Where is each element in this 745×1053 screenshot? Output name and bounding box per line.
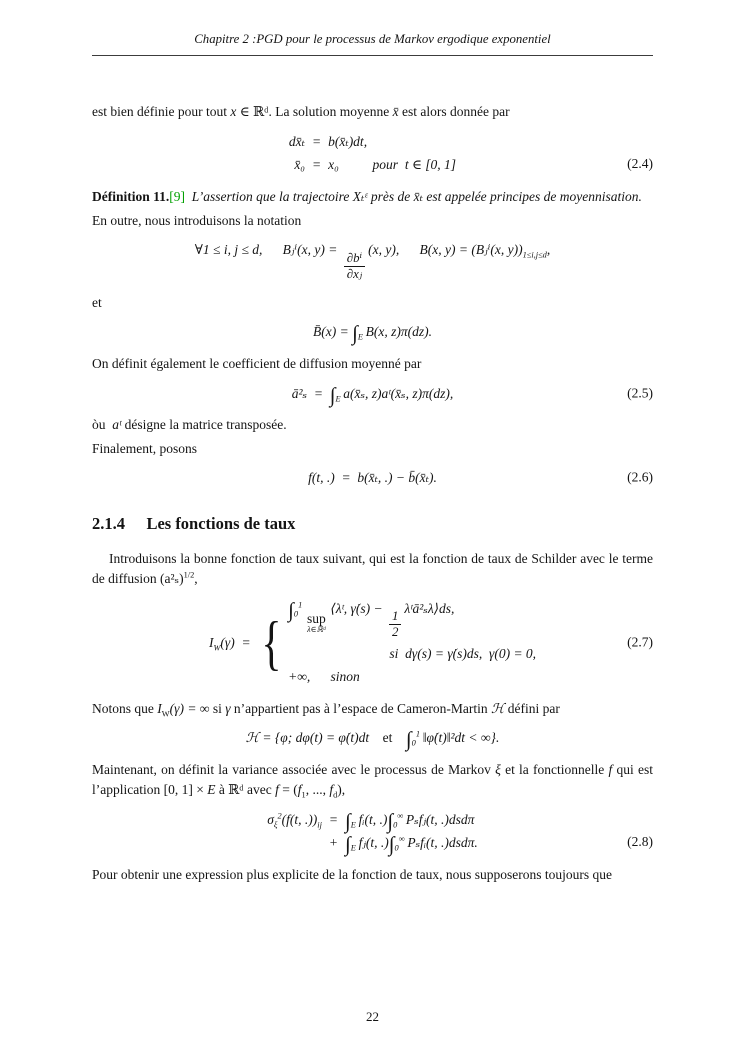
closing-paragraph: Pour obtenir une expression plus explicite de la fonction de taux, nous supposerons toujours que <box>92 866 613 882</box>
variance-paragraph: Maintenant, on définit la variance associée avec le processus de Markov ξ et la fonctionnelle f qui est l’application [0, 1] × E à ℝᵈ avec $f = (f_1$, ..., $f_d$), <box>92 761 653 800</box>
equation-body: ℋ = {φ; dφ(t) = φ̇(t)dt et $\int_0^1$ ‖φ̇(t)‖²dt < ∞}. <box>245 726 500 751</box>
running-header: Chapitre 2 :PGD pour le processus de Markov ergodique exponentiel <box>92 30 653 56</box>
equation-body <box>289 132 456 176</box>
equation-tag: (2.8) <box>627 834 653 850</box>
equation-2-5 <box>92 384 653 405</box>
equation-body: B̄(x) = $\int_E$ B(x, z)π(dz). <box>312 321 432 346</box>
equation-2-4 <box>92 132 653 176</box>
notation-equation <box>92 240 653 282</box>
equation-rhs: x₀ pour t ∈ [0, 1] <box>328 157 457 173</box>
equation-lhs: x̄₀ <box>294 157 305 173</box>
definition-paragraph: Définition 11.[9] L’assertion que la trajectoire Xₜᵋ près de x̄ₜ est appelée principes de moyennisation. <box>92 188 642 204</box>
equation-relation: = <box>328 811 339 827</box>
equation-relation: + <box>328 835 339 851</box>
equation-tag: (2.5) <box>627 385 653 401</box>
case-line: si dγ(s) = γ̇(s)ds, γ(0) = 0, <box>389 645 537 661</box>
equation-body: f(t, .) = b(x̄ₜ, .) − b̄(x̄ₜ). <box>308 470 437 486</box>
equation-body <box>267 810 478 854</box>
cases-brace: { <box>261 610 282 677</box>
case-line: $\int_0^1$ sup λ∈ℝᵈ ⟨λᵗ, γ̇(s) − $\frac{1}{2}$ λᵗā²ₛλ⟩ds, <box>288 597 455 640</box>
equation-rhs: b(x̄ₜ)dt, <box>328 133 368 149</box>
cases-lines <box>288 599 536 688</box>
equation-rhs: $\int_E$ fⱼ(t, $.)\int_0^\infty$ Pₛfᵢ(t, .)dsdπ. <box>345 831 478 856</box>
equation-relation: = <box>312 157 322 173</box>
connector-paragraph: et <box>92 294 102 310</box>
equation-lhs: $\sigma_\xi^2(f(t$, $.))_{ij}$ <box>267 811 322 830</box>
intro-paragraph: est bien définie pour tout x ∈ ℝᵈ. La solution moyenne x̄ est alors donnée par <box>92 104 510 120</box>
cameron-martin-paragraph: Notons que $I_W(\gamma)$ = ∞ si γ n’appartient pas à l’espace de Cameron-Martin ℋ défini par <box>92 700 560 719</box>
page-number: 22 <box>366 1009 379 1025</box>
equation-tag: (2.4) <box>627 156 653 172</box>
diffusion-coefficient-paragraph: On définit également le coefficient de diffusion moyenné par <box>92 355 422 371</box>
finally-paragraph: Finalement, posons <box>92 440 197 456</box>
equation-2-8 <box>92 810 653 854</box>
citation-link-9[interactable]: [9] <box>169 188 186 204</box>
rate-function-intro-paragraph: Introduisons la bonne fonction de taux suivant, qui est la fonction de taux de Schilder avec le terme de diffusion $(a^2_s)^{1/2}$, <box>92 550 653 587</box>
equation-body: ∀1 ≤ i, j ≤ d, Bⱼⁱ(x, y) = $\frac{\text{∂bⁱ}}{\text{∂xⱼ}}$ (x, y), B(x, y) = (Bⱼⁱ(x, $y))_{1\le i,j\le d}$, <box>194 242 551 281</box>
equation-rhs: $\int_E$ fᵢ(t, $.)\int_0^\infty$ Pₛfⱼ(t, .)dsdπ <box>345 808 475 833</box>
equation-2-6 <box>92 468 653 489</box>
notation-intro-paragraph: En outre, nous introduisons la notation <box>92 212 302 228</box>
section-heading-2-1-4 <box>92 511 653 536</box>
equation-lhs: $I_W(\gamma)$ = <box>208 634 258 653</box>
equation-tag: (2.6) <box>627 470 653 486</box>
transpose-note-paragraph: òu aᵗ désigne la matrice transposée. <box>92 417 287 433</box>
equation-2-7 <box>92 599 653 688</box>
cameron-martin-space-equation <box>92 728 653 749</box>
case-line: +∞, sinon <box>288 669 360 685</box>
equation-body <box>209 599 536 688</box>
section-title: Les fonctions de taux <box>146 513 296 533</box>
equation-relation: = <box>312 133 322 149</box>
equation-body: ā²ₛ = $\int_E$ a(x̄ₛ, z)aᵗ(x̄ₛ, z)π(dz), <box>291 382 454 407</box>
equation-lhs: dx̄ₜ <box>288 133 305 149</box>
equation-tag: (2.7) <box>627 634 653 650</box>
averaged-b-equation <box>92 321 653 346</box>
cases-block <box>257 599 536 688</box>
section-number: 2.1.4 <box>92 513 125 533</box>
